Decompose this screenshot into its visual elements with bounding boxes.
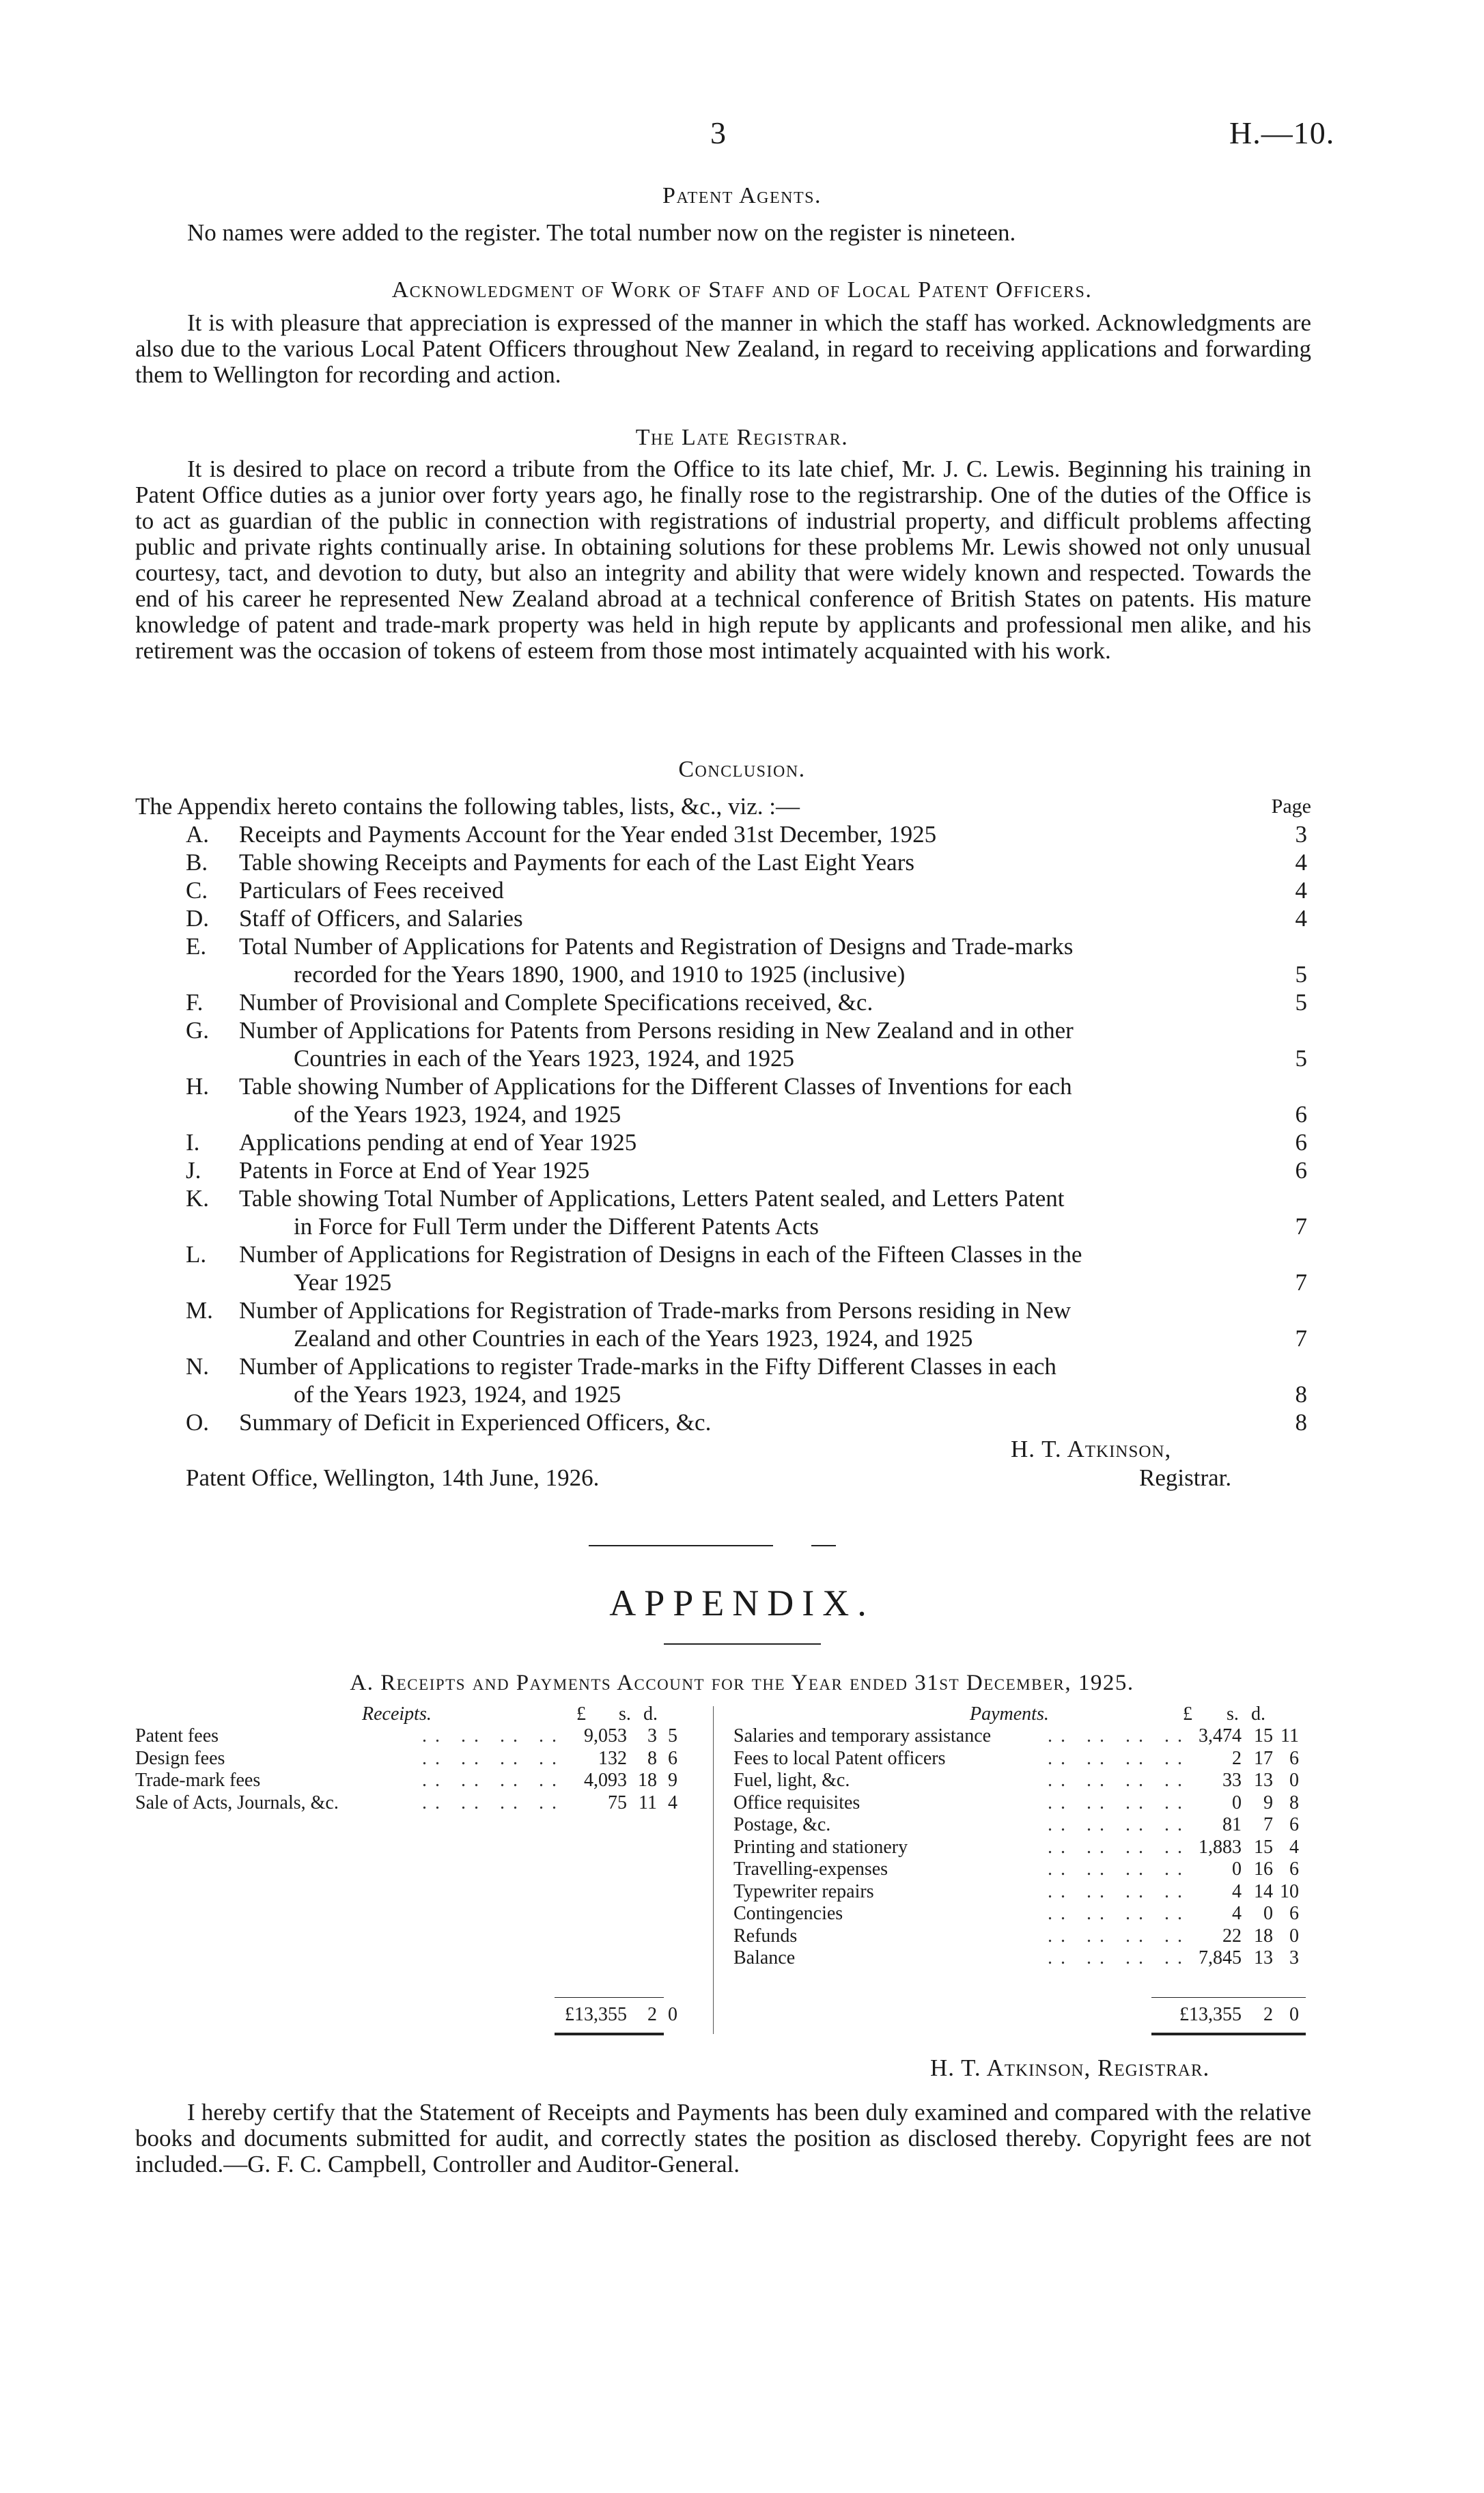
item-line: Number of Applications for Registration of Designs in each of the Fifteen Classes in the — [239, 1241, 1082, 1268]
item-letter: I. — [186, 1129, 200, 1156]
item-line: Number of Provisional and Complete Specifications received, &c. — [239, 989, 873, 1016]
item-page: 4 — [1295, 905, 1307, 932]
item-line-continued: Zealand and other Countries in each of the Years 1923, 1924, and 1925 — [294, 1325, 973, 1352]
receipts-total — [135, 2004, 709, 2027]
receipts-total-double-rule — [555, 2033, 664, 2035]
leader-dots: .. .. .. .. — [1048, 1903, 1190, 1924]
row-pounds: 7,845 — [1199, 1947, 1242, 1968]
section-body-patent-agents — [135, 220, 1311, 246]
payments-unit-pence: d. — [1251, 1703, 1265, 1725]
row-pence: 6 — [668, 1747, 677, 1769]
leader-dots: .. .. .. .. — [1048, 1770, 1190, 1791]
table-row — [135, 1792, 709, 1815]
item-text — [239, 932, 1257, 988]
receipts-total-row — [135, 2004, 709, 2027]
item-letter: M. — [186, 1297, 213, 1324]
leader-dots: .. .. .. .. — [1048, 1947, 1190, 1968]
row-shillings: 7 — [1263, 1814, 1273, 1835]
row-pounds: 0 — [1232, 1858, 1242, 1880]
item-letter: B. — [186, 849, 208, 876]
row-pence: 6 — [1289, 1747, 1299, 1769]
row-pounds: 3,474 — [1199, 1725, 1242, 1746]
list-item — [135, 1352, 1311, 1408]
leader-dots: .. .. .. .. — [422, 1725, 565, 1746]
section-divider-dash — [811, 1545, 836, 1546]
item-letter: D. — [186, 905, 210, 932]
item-line: Table showing Receipts and Payments for each of the Last Eight Years — [239, 849, 914, 876]
receipts-unit-shillings: s. — [619, 1703, 631, 1725]
row-pounds: 33 — [1222, 1770, 1242, 1791]
table-row — [135, 1725, 709, 1748]
row-pence: 11 — [1280, 1725, 1299, 1746]
item-text — [239, 1408, 1257, 1436]
section-title-conclusion: Conclusion. — [678, 757, 806, 782]
item-text — [239, 1128, 1257, 1156]
row-shillings: 18 — [638, 1770, 657, 1791]
page-column-label: Page — [1271, 795, 1311, 818]
item-line: Total Number of Applications for Patents and Registration of Designs and Trade-marks — [239, 933, 1074, 960]
item-text — [239, 988, 1257, 1016]
item-page: 5 — [1295, 961, 1307, 988]
document-code: H.—10. — [1229, 115, 1335, 150]
list-item — [135, 932, 1311, 988]
item-text — [239, 1156, 1257, 1184]
appendix-contents-list — [135, 792, 1311, 1436]
table-row — [733, 1814, 1307, 1837]
row-pounds: 132 — [598, 1747, 627, 1769]
item-letter: F. — [186, 989, 204, 1016]
receipts-unit-pounds: £ — [576, 1703, 586, 1725]
list-intro-text: The Appendix hereto contains the following tables, lists, &c., viz. :— — [135, 793, 800, 820]
table-row — [733, 1748, 1307, 1770]
payments-total — [733, 2004, 1307, 2027]
row-pounds: 0 — [1232, 1792, 1242, 1813]
leader-dots: .. .. .. .. — [1048, 1747, 1190, 1769]
payments-total-row — [733, 2004, 1307, 2027]
item-letter: G. — [186, 1017, 210, 1044]
list-item — [135, 820, 1311, 848]
section-divider — [589, 1545, 773, 1546]
row-pence: 3 — [1289, 1947, 1299, 1968]
row-shillings: 8 — [647, 1747, 657, 1769]
item-text — [239, 1072, 1257, 1128]
item-page: 8 — [1295, 1409, 1307, 1436]
certification-text: I hereby certify that the Statement of Receipts and Payments has been duly examined and compared with the relative books and documents submitted for audit, and correctly states the position as disclosed thereby. Copyright fees are not included.—G. F. C. Campbell, Controller and Auditor-General. — [135, 2099, 1311, 2177]
leader-dots: .. .. .. .. — [1048, 1925, 1190, 1947]
row-shillings: 3 — [647, 1725, 657, 1746]
item-line: Applications pending at end of Year 1925 — [239, 1129, 637, 1156]
receipts-header: Receipts. — [362, 1703, 432, 1725]
section-title-acknowledgment: Acknowledgment of Work of Staff and of Local Patent Officers. — [391, 277, 1093, 303]
appendix-underline — [664, 1643, 821, 1645]
row-pence: 4 — [668, 1792, 677, 1813]
signature-role: Registrar. — [1139, 1464, 1232, 1491]
leader-dots: .. .. .. .. — [1048, 1880, 1190, 1902]
table-title: A. Receipts and Payments Account for the Year ended 31st December, 1925. — [350, 1671, 1134, 1695]
row-pounds: 4 — [1232, 1903, 1242, 1924]
item-text — [239, 820, 1257, 848]
appendix-title: APPENDIX. — [609, 1583, 875, 1624]
list-items — [135, 820, 1311, 1436]
item-letter: L. — [186, 1241, 207, 1268]
list-item — [135, 848, 1311, 876]
row-label: Sale of Acts, Journals, &c. — [135, 1792, 339, 1813]
row-pounds: 2 — [1232, 1747, 1242, 1769]
row-shillings: 15 — [1254, 1836, 1273, 1858]
item-text — [239, 876, 1257, 904]
leader-dots: .. .. .. .. — [1048, 1814, 1190, 1835]
item-line-continued: recorded for the Years 1890, 1900, and 1910 to 1925 (inclusive) — [294, 961, 906, 988]
row-label: Contingencies — [733, 1903, 843, 1924]
item-page: 3 — [1295, 821, 1307, 848]
table-row — [135, 1770, 709, 1792]
section-title-patent-agents: Patent Agents. — [662, 183, 822, 208]
item-line: Patents in Force at End of Year 1925 — [239, 1157, 590, 1184]
item-page: 5 — [1295, 1045, 1307, 1072]
row-pounds: 4,093 — [584, 1770, 627, 1791]
payments-total-rule — [1151, 1997, 1306, 1998]
list-item — [135, 1128, 1311, 1156]
payments-unit-pounds: £ — [1183, 1703, 1192, 1725]
item-letter: J. — [186, 1157, 201, 1184]
receipts-table — [135, 1725, 709, 1814]
table-row — [733, 1903, 1307, 1925]
list-intro — [135, 792, 1311, 820]
payments-header: Payments. — [970, 1703, 1049, 1725]
item-page: 7 — [1295, 1213, 1307, 1240]
table-row — [733, 1858, 1307, 1881]
section-body-acknowledgment — [135, 310, 1311, 388]
row-pence: 0 — [1289, 1925, 1299, 1947]
row-pounds: 9,053 — [584, 1725, 627, 1746]
row-pounds: 81 — [1222, 1814, 1242, 1835]
row-shillings: 17 — [1254, 1747, 1273, 1769]
list-item — [135, 1016, 1311, 1072]
table-row — [733, 1770, 1307, 1792]
item-line: Summary of Deficit in Experienced Officers, &c. — [239, 1409, 712, 1436]
row-shillings: 18 — [1254, 1925, 1273, 1947]
total-pounds: £13,355 — [565, 2004, 627, 2025]
item-page: 5 — [1295, 989, 1307, 1016]
item-line-continued: of the Years 1923, 1924, and 1925 — [294, 1101, 621, 1128]
item-letter: O. — [186, 1409, 210, 1436]
row-label: Typewriter repairs — [733, 1880, 874, 1902]
row-pounds: 4 — [1232, 1880, 1242, 1902]
item-page: 6 — [1295, 1157, 1307, 1184]
item-letter: N. — [186, 1353, 210, 1380]
item-text — [239, 848, 1257, 876]
item-letter: K. — [186, 1185, 210, 1212]
item-text — [239, 1296, 1257, 1352]
row-pence: 8 — [1289, 1792, 1299, 1813]
payments-total-double-rule — [1151, 2033, 1306, 2035]
receipts-total-rule — [555, 1997, 664, 1998]
list-item — [135, 876, 1311, 904]
row-pence: 10 — [1280, 1880, 1299, 1902]
item-page: 7 — [1295, 1325, 1307, 1352]
item-page: 8 — [1295, 1381, 1307, 1408]
row-label: Design fees — [135, 1747, 225, 1769]
row-pounds: 1,883 — [1199, 1836, 1242, 1858]
section-body-late-registrar — [135, 456, 1311, 664]
list-item — [135, 904, 1311, 932]
row-label: Postage, &c. — [733, 1814, 831, 1835]
row-pence: 6 — [1289, 1858, 1299, 1880]
row-pence: 5 — [668, 1725, 677, 1746]
row-shillings: 16 — [1254, 1858, 1273, 1880]
list-item — [135, 1072, 1311, 1128]
row-shillings: 11 — [639, 1792, 657, 1813]
paragraph: No names were added to the register. The total number now on the register is nineteen. — [187, 219, 1016, 246]
list-item — [135, 1408, 1311, 1436]
row-pounds: 22 — [1222, 1925, 1242, 1947]
row-label: Trade-mark fees — [135, 1770, 261, 1791]
item-line: Receipts and Payments Account for the Year ended 31st December, 1925 — [239, 821, 937, 848]
item-letter: A. — [186, 821, 210, 848]
item-line: Number of Applications for Patents from Persons residing in New Zealand and in other — [239, 1017, 1074, 1044]
list-item — [135, 988, 1311, 1016]
row-label: Travelling-expenses — [733, 1858, 888, 1880]
row-label: Balance — [733, 1947, 796, 1968]
table-row — [733, 1725, 1307, 1748]
table-divider — [713, 1706, 714, 2034]
leader-dots: .. .. .. .. — [1048, 1792, 1190, 1813]
item-line-continued: Year 1925 — [294, 1269, 392, 1296]
section-title-late-registrar: The Late Registrar. — [635, 425, 849, 450]
row-pence: 6 — [1289, 1814, 1299, 1835]
row-shillings: 14 — [1254, 1880, 1273, 1902]
row-pounds: 75 — [608, 1792, 627, 1813]
total-pence: 0 — [668, 2004, 677, 2025]
item-letter: C. — [186, 877, 208, 904]
row-label: Fees to local Patent officers — [733, 1747, 946, 1769]
item-page: 6 — [1295, 1129, 1307, 1156]
table-row — [733, 1925, 1307, 1948]
item-line: Table showing Total Number of Applications, Letters Patent sealed, and Letters Patent — [239, 1185, 1065, 1212]
leader-dots: .. .. .. .. — [422, 1770, 565, 1791]
row-label: Patent fees — [135, 1725, 219, 1746]
item-line: Number of Applications to register Trade-marks in the Fifty Different Classes in each — [239, 1353, 1056, 1380]
payments-unit-shillings: s. — [1227, 1703, 1239, 1725]
item-page: 7 — [1295, 1269, 1307, 1296]
item-letter: H. — [186, 1073, 210, 1100]
row-pence: 4 — [1289, 1836, 1299, 1858]
signature-name: H. T. Atkinson, — [1011, 1436, 1172, 1462]
item-line: Number of Applications for Registration of Trade-marks from Persons residing in New — [239, 1297, 1072, 1324]
leader-dots: .. .. .. .. — [1048, 1725, 1190, 1746]
audit-certification — [135, 2100, 1311, 2177]
table-row — [733, 1881, 1307, 1904]
total-shillings: 2 — [647, 2004, 657, 2025]
item-line: Staff of Officers, and Salaries — [239, 905, 523, 932]
total-pence: 0 — [1289, 2004, 1299, 2025]
leader-dots: .. .. .. .. — [1048, 1836, 1190, 1858]
row-pence: 9 — [668, 1770, 677, 1791]
list-item — [135, 1296, 1311, 1352]
item-page: 4 — [1295, 849, 1307, 876]
row-label: Fuel, light, &c. — [733, 1770, 850, 1791]
item-letter: E. — [186, 933, 207, 960]
row-label: Printing and stationery — [733, 1836, 908, 1858]
total-pounds: £13,355 — [1179, 2004, 1242, 2025]
item-page: 4 — [1295, 877, 1307, 904]
leader-dots: .. .. .. .. — [422, 1792, 565, 1813]
item-line-continued: of the Years 1923, 1924, and 1925 — [294, 1381, 621, 1408]
item-text — [239, 1352, 1257, 1408]
row-label: Salaries and temporary assistance — [733, 1725, 992, 1746]
table-signature — [930, 2055, 1209, 2082]
row-shillings: 15 — [1254, 1725, 1273, 1746]
table-signature-text: H. T. Atkinson, Registrar. — [930, 2055, 1210, 2081]
row-shillings: 0 — [1263, 1903, 1273, 1924]
leader-dots: .. .. .. .. — [1048, 1858, 1190, 1880]
table-row — [733, 1947, 1307, 1970]
row-label: Office requisites — [733, 1792, 860, 1813]
row-pence: 0 — [1289, 1770, 1299, 1791]
total-shillings: 2 — [1263, 2004, 1273, 2025]
row-shillings: 13 — [1254, 1947, 1273, 1968]
item-line: Table showing Number of Applications for the Different Classes of Inventions for each — [239, 1073, 1072, 1100]
payments-table — [733, 1725, 1307, 1970]
list-item — [135, 1240, 1311, 1296]
item-text — [239, 1016, 1257, 1072]
row-label: Refunds — [733, 1925, 798, 1947]
row-shillings: 9 — [1263, 1792, 1273, 1813]
item-line: Particulars of Fees received — [239, 877, 504, 904]
page-number: 3 — [710, 115, 726, 150]
paragraph: It is desired to place on record a tribute from the Office to its late chief, Mr. J. C. Lewis. Beginning his training in Patent Office duties as a junior over forty years ago, he finally rose to the registrarship. One of the duties of the Office is to act as guardian of the public in connection with registrations of industrial property, and difficult problems affecting public and private rights continually arise. In obtaining solutions for these problems Mr. Lewis showed not only unusual courtesy, tact, and devotion to duty, but also an integrity and ability that were widely known and respected. Towards the end of his career he represented New Zealand abroad at a technical conference of British States on patents. His mature knowledge of patent and trade-mark property was held in high repute by applicants and professional men alike, and his retirement was the occasion of tokens of esteem from those most intimately acquainted with his work. — [135, 456, 1311, 664]
item-line-continued: in Force for Full Term under the Different Patents Acts — [294, 1213, 820, 1240]
row-pence: 6 — [1289, 1903, 1299, 1924]
item-text — [239, 1184, 1257, 1240]
table-row — [733, 1837, 1307, 1859]
list-item — [135, 1184, 1311, 1240]
leader-dots: .. .. .. .. — [422, 1747, 565, 1769]
item-page: 6 — [1295, 1101, 1307, 1128]
item-text — [239, 904, 1257, 932]
receipts-unit-pence: d. — [643, 1703, 658, 1725]
row-shillings: 13 — [1254, 1770, 1273, 1791]
table-row — [135, 1748, 709, 1770]
signature-place-date: Patent Office, Wellington, 14th June, 1926. — [186, 1464, 600, 1491]
list-item — [135, 1156, 1311, 1184]
item-text — [239, 1240, 1257, 1296]
table-row — [733, 1792, 1307, 1815]
item-line-continued: Countries in each of the Years 1923, 1924, and 1925 — [294, 1045, 794, 1072]
paragraph: It is with pleasure that appreciation is expressed of the manner in which the staff has worked. Acknowledgments are also due to the various Local Patent Officers throughout New Zealand, in regard to receiving applications and forwarding them to Wellington for recording and action. — [135, 309, 1311, 388]
